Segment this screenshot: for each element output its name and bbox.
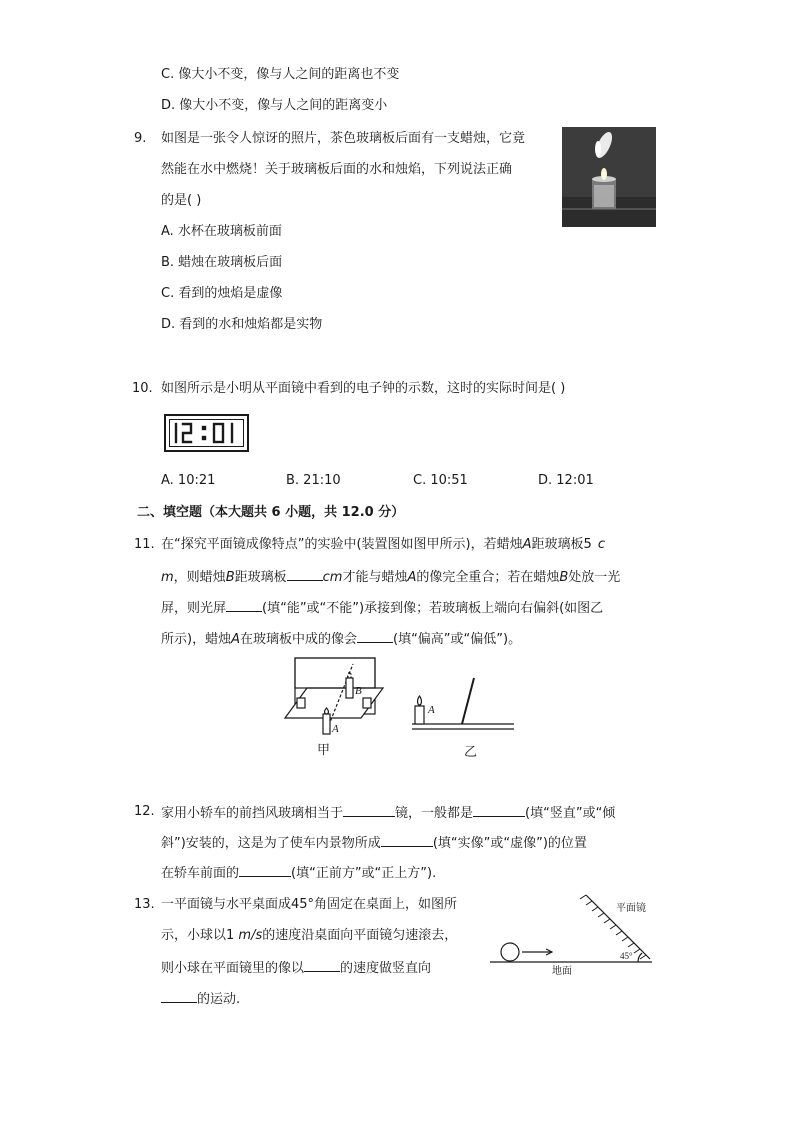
- fig-caption-yi: 乙: [464, 745, 478, 760]
- q12-line2-a: 斜”)安装的，这是为了使车内景物所成: [161, 836, 381, 851]
- q10-number: 10.: [132, 381, 153, 396]
- section-title: 二、填空题（本大题共 6 小题，共 12.0 分）: [137, 505, 405, 520]
- clock-digits-svg: [164, 414, 249, 452]
- q9-option-b: B. 蜡烛在玻璃板后面: [161, 255, 283, 270]
- figure-jia-mirror-setup: [283, 656, 383, 756]
- q10-option-a: A. 10:21: [161, 473, 216, 488]
- q8-option-d: D. 像大小不变，像与人之间的距离变小: [161, 98, 388, 113]
- fig-label-mirror: 平面镜: [616, 903, 646, 914]
- q11-line4-a: 所示)，蜡烛: [161, 632, 232, 647]
- q12-line1-a: 家用小轿车的前挡风玻璃相当于: [161, 806, 344, 821]
- fig-caption-jia: 甲: [317, 743, 331, 758]
- fig-label-angle: 45°: [620, 951, 633, 961]
- q13-line2-b: 的速度沿桌面向平面镜匀速滚去，: [262, 928, 458, 943]
- q12-line1-c: (填“竖直”或“倾: [525, 806, 616, 821]
- figure-yi-tilted-mirror: [412, 650, 517, 730]
- q11-blank-3[interactable]: [357, 628, 393, 643]
- q12-number: 12.: [134, 804, 155, 819]
- q9-stem-line3: 的是( ): [161, 193, 202, 208]
- q13-line3-b: 的速度做竖直向: [340, 961, 432, 976]
- q13-line2-a: 示，小球以1: [161, 928, 239, 943]
- q11-line4-c: (填“偏高”或“偏低”)。: [393, 632, 522, 647]
- q10-stem: 如图所示是小明从平面镜中看到的电子钟的示数，这时的实际时间是( ): [161, 381, 566, 396]
- q13-line3-a: 则小球在平面镜里的像以: [161, 961, 305, 976]
- q11-number: 11.: [134, 537, 155, 552]
- q12-blank-4[interactable]: [239, 862, 291, 877]
- q12-line2-b: (填“实像”或“虚像”)的位置: [432, 836, 587, 851]
- q12-line1: [161, 802, 615, 824]
- fig-label-b: B: [355, 685, 362, 697]
- q11-line4-b: 在玻璃板中成的像会: [239, 632, 357, 647]
- q11-unit-m: m: [161, 570, 174, 585]
- q11-line3-b: (填“能”或“不能”)承接到像；若玻璃板上端向右偏斜(如图乙: [262, 601, 604, 616]
- q13-line4-text: 的运动.: [197, 992, 241, 1007]
- q11-line1: [161, 535, 605, 555]
- photo-illustration: [562, 127, 656, 227]
- q10-option-d: D. 12:01: [538, 473, 594, 488]
- candle-in-water-photo: [562, 127, 656, 227]
- q8-option-c: C. 像大小不变，像与人之间的距离也不变: [161, 67, 400, 82]
- q11-line2: [161, 566, 620, 588]
- q11-var-a2: A: [407, 570, 417, 585]
- q12-line1-b: 镜，一般都是: [395, 806, 474, 821]
- q12-line3-b: (填“正前方”或“正上方”).: [291, 866, 437, 881]
- q13-line4: [161, 988, 240, 1010]
- q9-stem-line2: 然能在水中燃烧！关于玻璃板后面的水和烛焰，下列说法正确: [161, 162, 513, 177]
- q9-stem-line1: 如图是一张令人惊讶的照片，茶色玻璃板后面有一支蜡烛，它竟: [161, 131, 526, 146]
- q13-line2: [161, 926, 457, 946]
- q12-line3-a: 在轿车前面的: [161, 866, 240, 881]
- q9-option-c: C. 看到的烛焰是虚像: [161, 286, 283, 301]
- q13-unit: m/s: [238, 928, 263, 943]
- q13-line1: 一平面镜与水平桌面成45°角固定在桌面上，如图所: [161, 897, 458, 912]
- q11-var-b2: B: [559, 570, 569, 585]
- fig-yi-label-a: A: [428, 704, 435, 716]
- fig-label-ground: 地面: [552, 966, 572, 977]
- q12-blank-1[interactable]: [343, 802, 395, 817]
- q11-blank-2[interactable]: [226, 597, 262, 612]
- q9-option-d: D. 看到的水和烛焰都是实物: [161, 317, 323, 332]
- q11-unit-c: c: [597, 537, 605, 552]
- q13-blank-2[interactable]: [161, 988, 197, 1003]
- q11-line2-c: 才能与蜡烛: [342, 570, 408, 585]
- q12-blank-2[interactable]: [473, 802, 525, 817]
- q13-number: 13.: [134, 897, 155, 912]
- q11-line3: [161, 597, 603, 619]
- fig-label-a: A: [332, 723, 339, 735]
- q11-line1-text-b: 距玻璃板5: [531, 537, 592, 552]
- figure-ball-mirror: [490, 893, 660, 983]
- q11-var-a3: A: [231, 632, 240, 647]
- q9-number: 9.: [134, 131, 147, 146]
- q10-option-c: C. 10:51: [413, 473, 468, 488]
- q11-line2-a: ，则蜡烛: [173, 570, 226, 585]
- q11-var-b: B: [225, 570, 235, 585]
- q11-blank-1[interactable]: [287, 566, 323, 581]
- q11-line2-e: 处放一光: [568, 570, 621, 585]
- q11-var-a: A: [522, 537, 532, 552]
- q13-blank-1[interactable]: [304, 957, 340, 972]
- q11-line1-text: 在“探究平面镜成像特点”的实验中(装置图如图甲所示)，若蜡烛: [161, 537, 523, 552]
- q12-blank-3[interactable]: [381, 832, 433, 847]
- q11-line4: [161, 628, 521, 650]
- q11-line2-b: 距玻璃板: [234, 570, 287, 585]
- mirrored-clock-figure: [164, 414, 249, 452]
- q11-line2-d: 的像完全重合；若在蜡烛: [416, 570, 560, 585]
- q11-line3-a: 屏，则光屏: [161, 601, 227, 616]
- q10-option-b: B. 21:10: [286, 473, 341, 488]
- q12-line3: [161, 862, 436, 884]
- q13-line3: [161, 957, 431, 979]
- q11-unit-cm: cm: [322, 570, 343, 585]
- q12-line2: [161, 832, 587, 854]
- q9-option-a: A. 水杯在玻璃板前面: [161, 224, 282, 239]
